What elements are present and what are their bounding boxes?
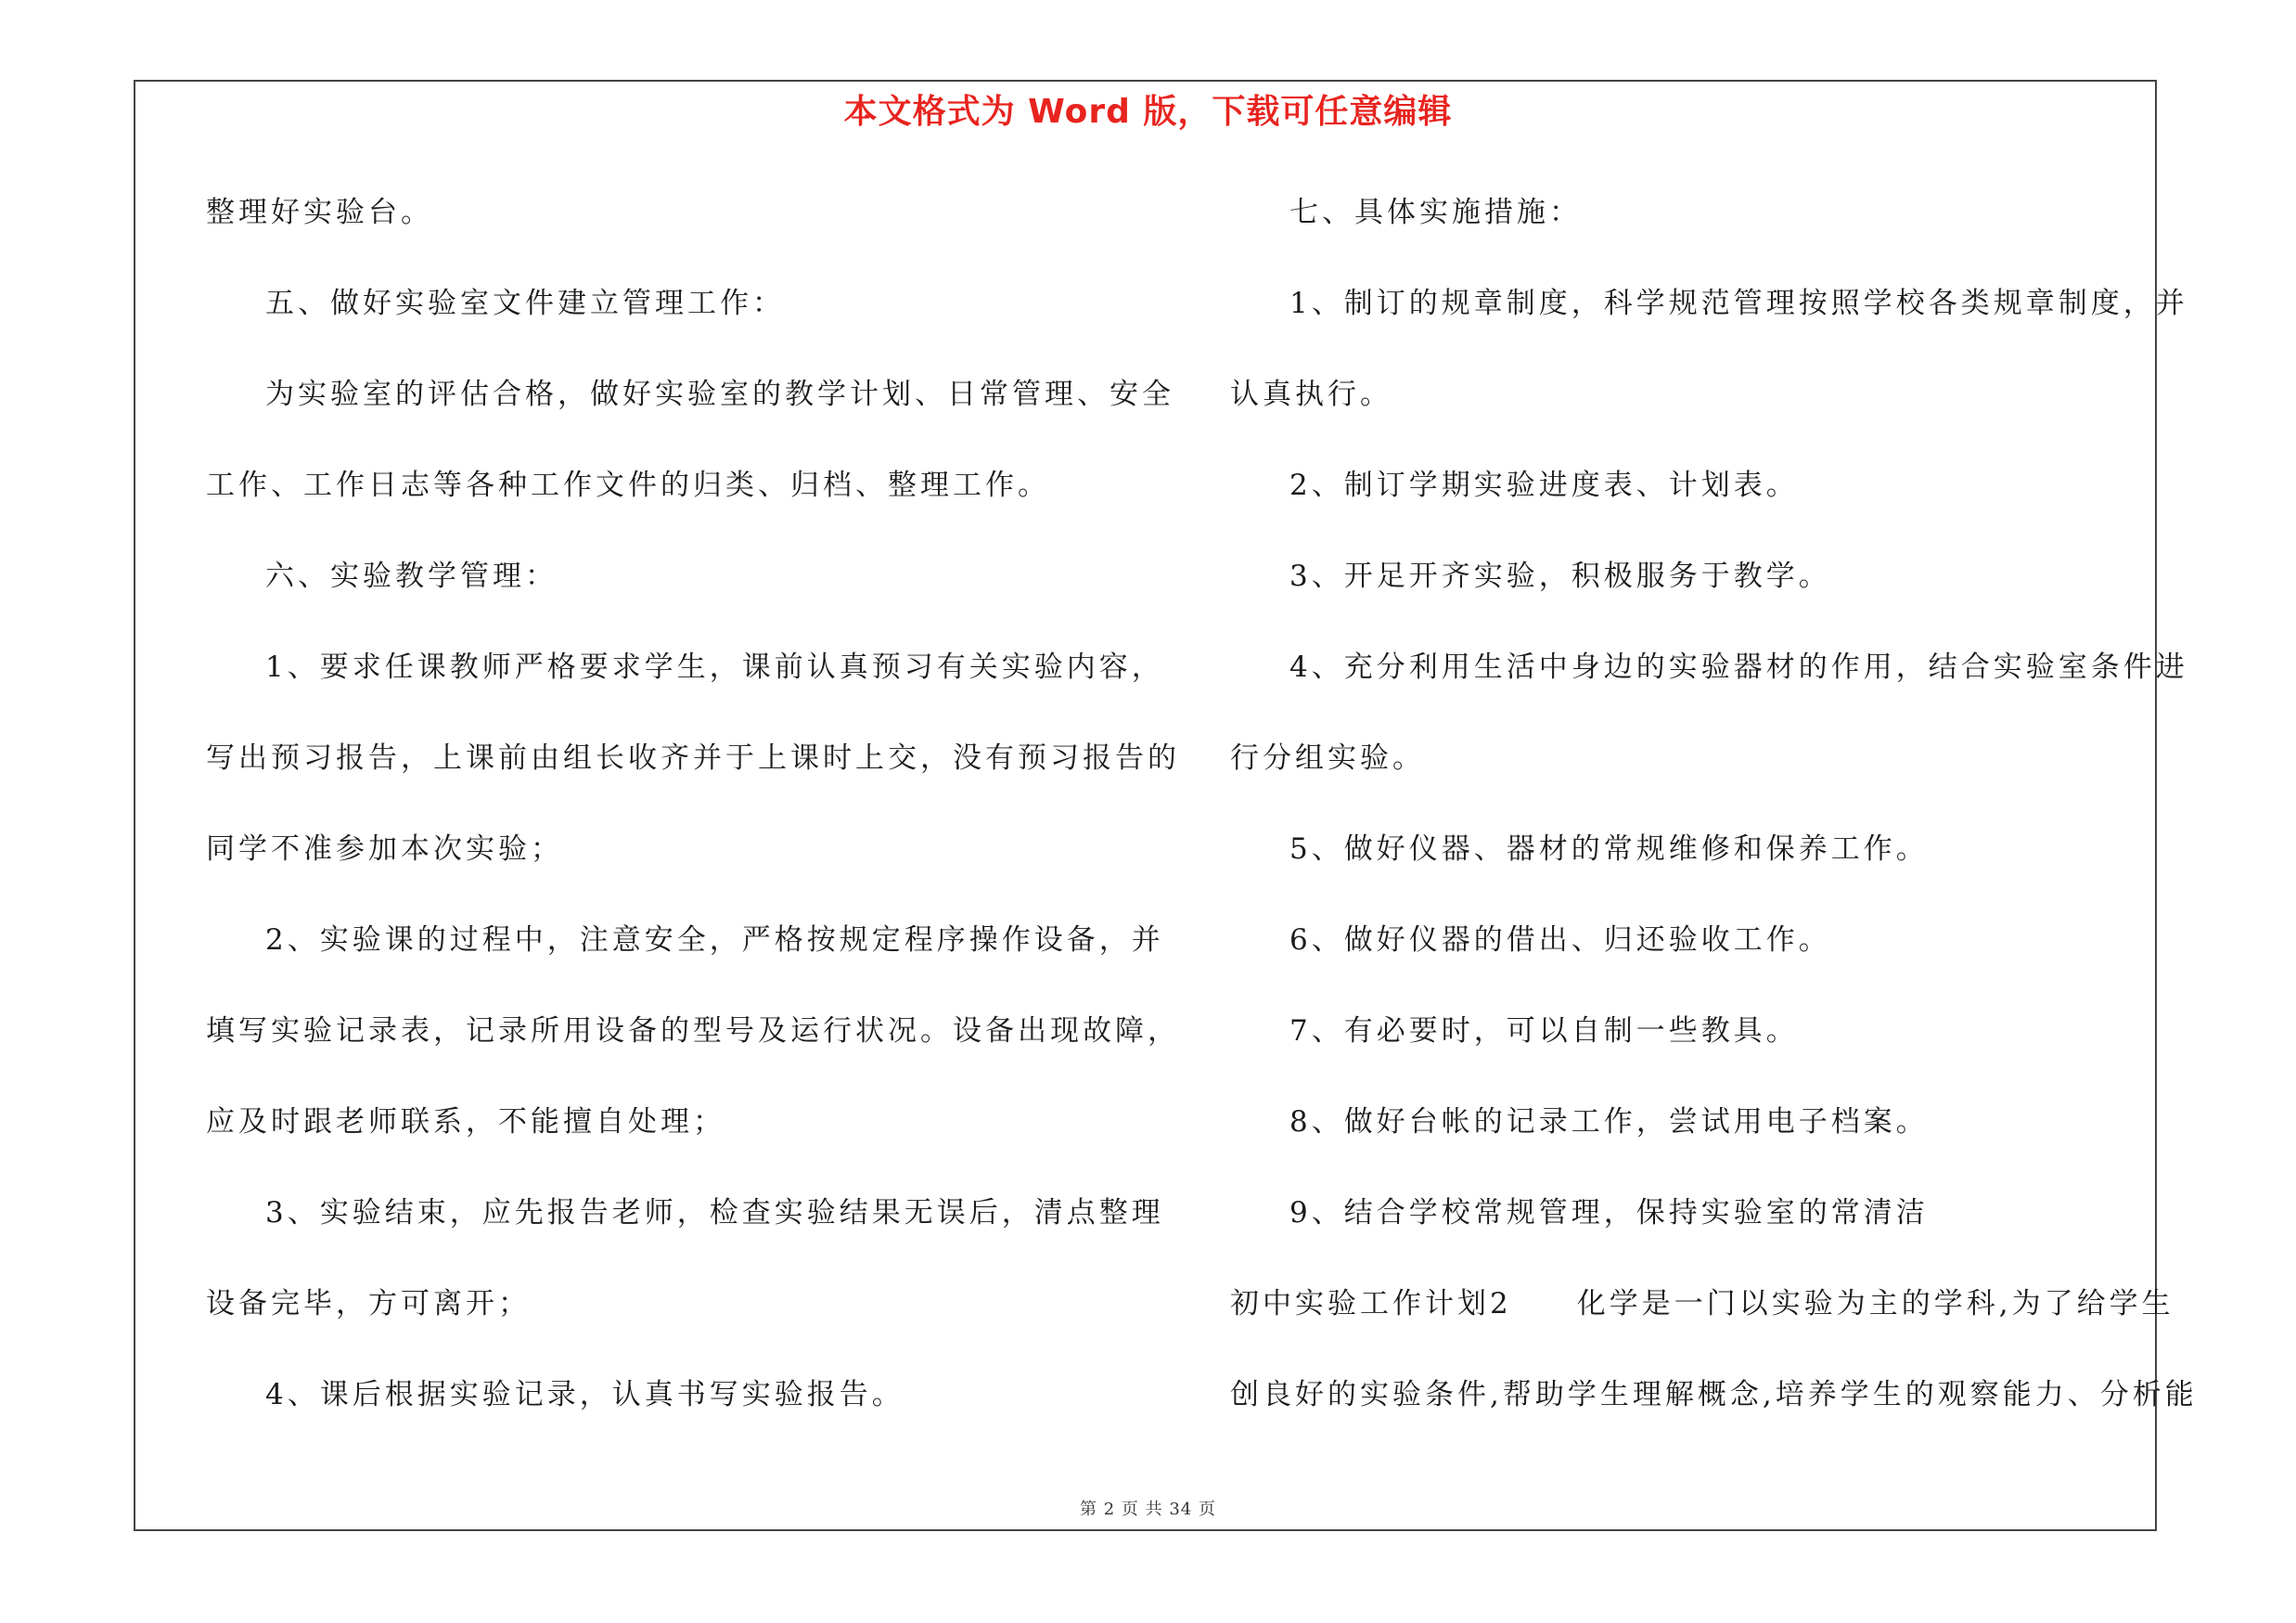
page-number-footer: 第 2 页 共 34 页: [1080, 1500, 1216, 1519]
right-line: 8、做好台帐的记录工作，尝试用电子档案。: [1289, 1105, 1929, 1139]
right-line: 认真执行。: [1230, 378, 1392, 411]
right-line: 5、做好仪器、器材的常规维修和保养工作。: [1289, 832, 1929, 866]
right-line: 4、充分利用生活中身边的实验器材的作用，结合实验室条件进: [1289, 650, 2188, 684]
right-line: 9、结合学校常规管理，保持实验室的常清洁: [1289, 1196, 1929, 1230]
left-line: 五、做好实验室文件建立管理工作：: [265, 287, 785, 320]
left-column: [206, 186, 1180, 1459]
right-line: 行分组实验。: [1230, 741, 1425, 775]
left-line: 设备完毕，方可离开；: [206, 1287, 531, 1320]
right-line: 初中实验工作计划2 化学是一门以实验为主的学科,为了给学生: [1230, 1287, 2174, 1320]
left-line: 同学不准参加本次实验；: [206, 832, 563, 866]
left-line: 为实验室的评估合格，做好实验室的教学计划、日常管理、安全: [265, 378, 1174, 411]
left-line: 工作、工作日志等各种工作文件的归类、归档、整理工作。: [206, 469, 1050, 502]
left-line: 写出预习报告，上课前由组长收齐并于上课时上交，没有预习报告的: [206, 741, 1180, 775]
left-line: 应及时跟老师联系，不能擅自处理；: [206, 1105, 725, 1139]
right-line: 3、开足开齐实验，积极服务于教学。: [1289, 560, 1831, 593]
left-line: 整理好实验台。: [206, 196, 433, 229]
right-line: 1、制订的规章制度，科学规范管理按照学校各类规章制度，并: [1289, 287, 2188, 320]
left-line: 4、课后根据实验记录，认真书写实验报告。: [265, 1378, 904, 1411]
left-line: 2、实验课的过程中，注意安全，严格按规定程序操作设备，并: [265, 923, 1164, 957]
right-line: 6、做好仪器的借出、归还验收工作。: [1289, 923, 1831, 957]
right-line: 创良好的实验条件,帮助学生理解概念,培养学生的观察能力、分析能: [1230, 1378, 2198, 1411]
right-column: [1230, 186, 2198, 1459]
left-line: 3、实验结束，应先报告老师，检查实验结果无误后，清点整理: [265, 1196, 1164, 1230]
right-line: 七、具体实施措施：: [1289, 196, 1582, 229]
right-line: 2、制订学期实验进度表、计划表。: [1289, 469, 1799, 502]
right-line: 7、有必要时，可以自制一些教具。: [1289, 1014, 1799, 1048]
left-line: 1、要求任课教师严格要求学生，课前认真预习有关实验内容，: [265, 650, 1164, 684]
left-line: 六、实验教学管理：: [265, 560, 558, 593]
header-title: 本文格式为 Word 版，下载可任意编辑: [843, 93, 1453, 131]
left-line: 填写实验记录表，记录所用设备的型号及运行状况。设备出现故障，: [206, 1014, 1180, 1048]
